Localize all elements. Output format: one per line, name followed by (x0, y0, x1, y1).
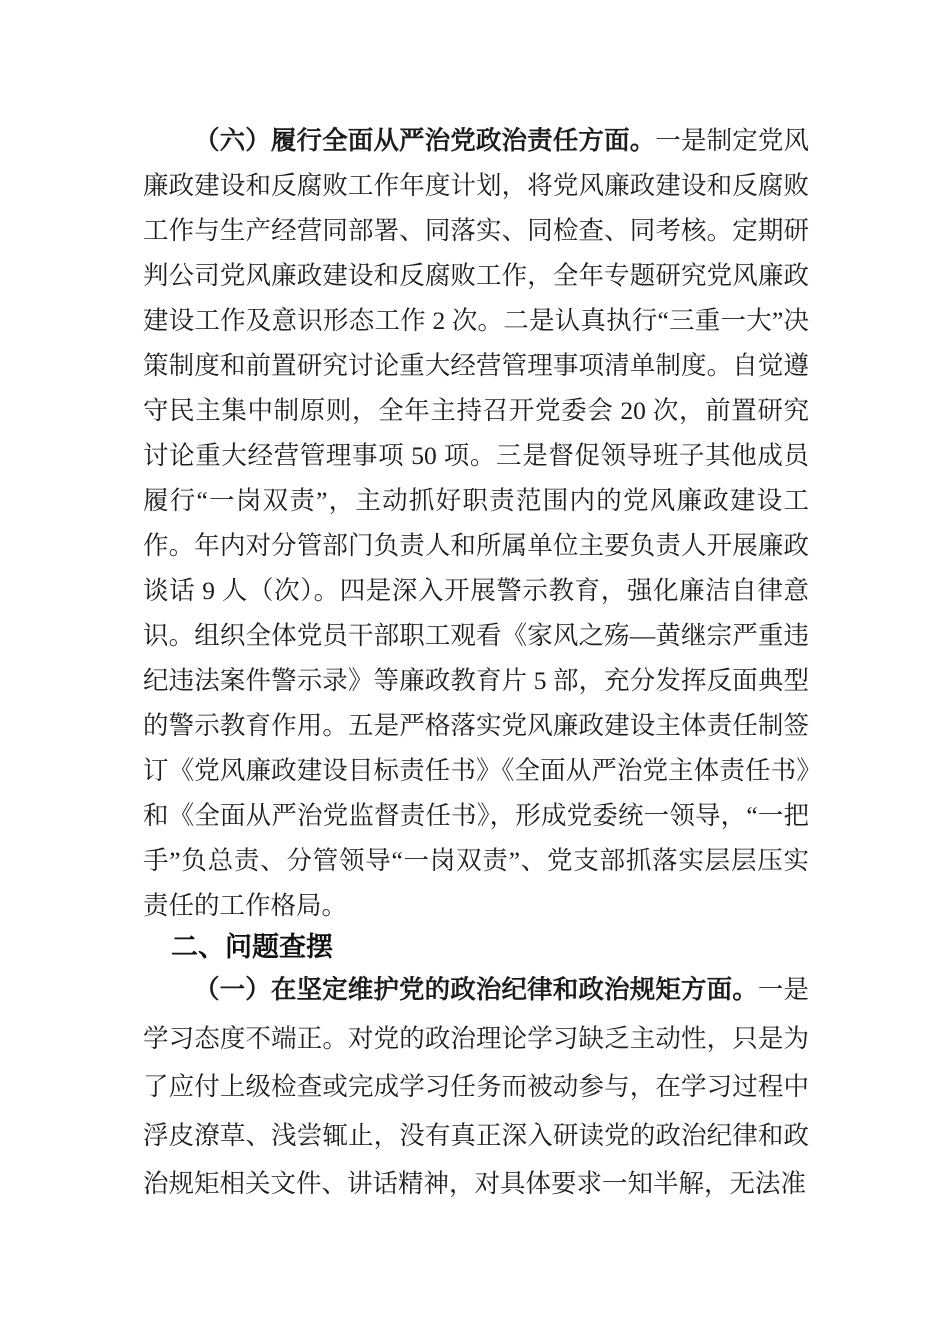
section-1-text: 一是学习态度不端正。对党的政治理论学习缺乏主动性，只是为了应付上级检查或完成学习任务而被动参与，在学习过程中浮皮潦草、浅尝辄止，没有真正深入研读党的政治纪律和政治规矩相关文件、讲话精神，对具体要求一知半解，无法准 (143, 975, 809, 1198)
heading-problem-review: 二、问题查摆 (171, 932, 333, 962)
paragraph-section-6 (143, 118, 809, 928)
section-6-lead: （六）履行全面从严治党政治责任方面。 (194, 126, 656, 155)
section-6-text: 一是制定党风廉政建设和反腐败工作年度计划，将党风廉政建设和反腐败工作与生产经营同部署、同落实、同检查、同考核。定期研判公司党风廉政建设和反腐败工作，全年专题研究党风廉政建设工作及意识形态工作 2 次。二是认真执行“三重一大”决策制度和前置研究讨论重大经营管理事项清单制度。自觉遵守民主集中制原则，全年主持召开党委会 20 次，前置研究讨论重大经营管理事项 50 项。三是督促领导班子其他成员履行“一岗双责”，主动抓好职责范围内的党风廉政建设工作。年内对分管部门负责人和所属单位主要负责人开展廉政谈话 9 人（次）。四是深入开展警示教育，强化廉洁自律意识。组织全体党员干部职工观看《家风之殇—黄继宗严重违纪违法案件警示录》等廉政教育片 5 部，充分发挥反面典型的警示教育作用。五是严格落实党风廉政建设主体责任制签订《党风廉政建设目标责任书》《全面从严治党主体责任书》和《全面从严治党监督责任书》，形成党委统一领导，“一把手”负总责、分管领导“一岗双责”、党支部抓落实层层压实责任的工作格局。 (143, 126, 809, 920)
document-body (143, 0, 809, 1209)
section-1-lead: （一）在坚定维护党的政治纪律和政治规矩方面。 (194, 975, 758, 1004)
paragraph-section-1 (143, 966, 809, 1209)
